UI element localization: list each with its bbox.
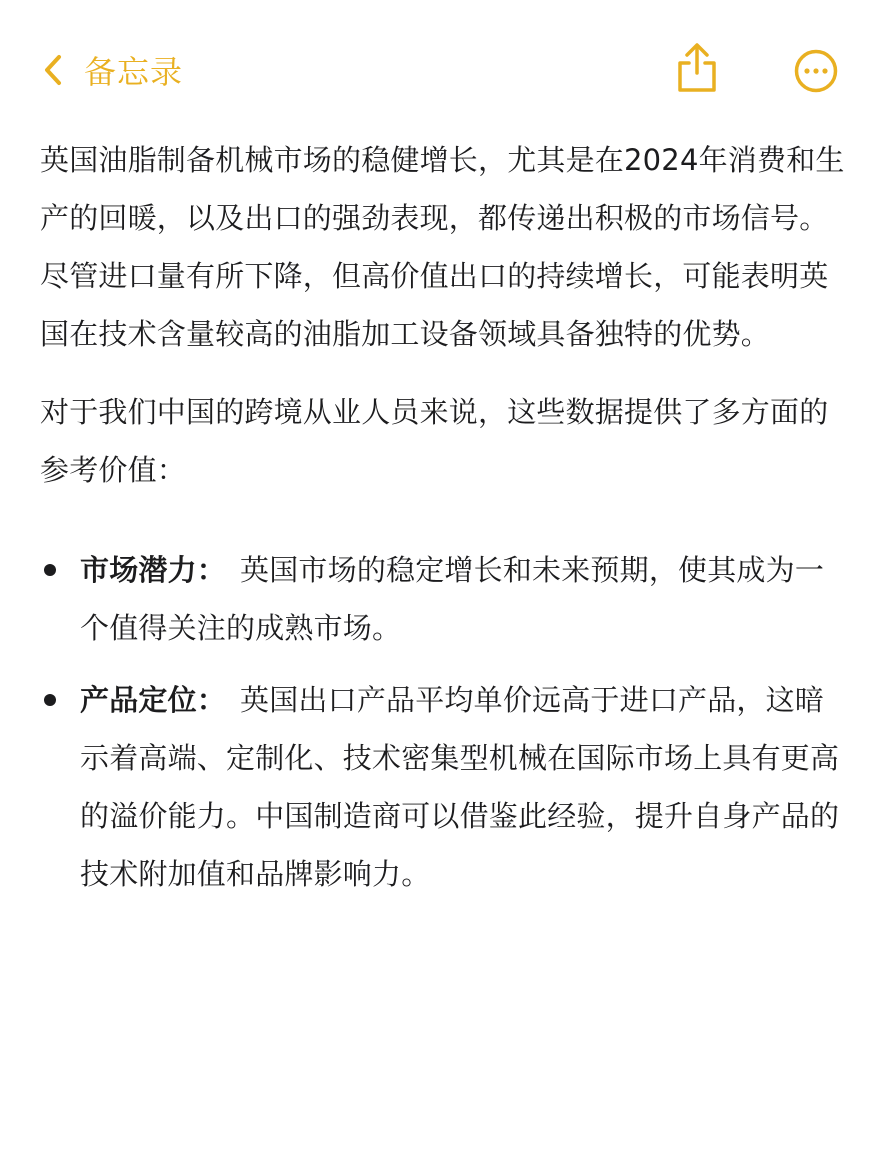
bullet-dot (44, 564, 56, 576)
back-button-label: 备忘录 (84, 53, 184, 91)
back-button[interactable] (44, 46, 183, 94)
bullet-term: 市场潜力： (80, 553, 227, 587)
note-paragraph: 对于我们中国的跨境从业人员来说，这些数据提供了多方面的参考价值： (40, 395, 829, 487)
bullet-term: 产品定位： (80, 683, 227, 717)
bullet-text: 英国市场的稳定增长和未来预期，使其成为一个值得关注的成熟市场。 (80, 553, 825, 645)
navigation-bar (0, 0, 880, 140)
more-options-button[interactable] (794, 49, 838, 93)
share-button[interactable] (674, 42, 720, 94)
list-item (40, 541, 845, 657)
bullet-dot (44, 694, 56, 706)
bullet-list (40, 541, 845, 903)
more-icon (794, 49, 838, 93)
share-icon (674, 42, 720, 94)
note-paragraph: 英国油脂制备机械市场的稳健增长，尤其是在2024年消费和生产的回暖，以及出口的强劲表现，都传递出积极的市场信号。尽管进口量有所下降，但高价值出口的持续增长，可能表明英国在技术含量较高的油脂加工设备领域具备独特的优势。 (40, 143, 845, 351)
chevron-left-icon (44, 54, 62, 86)
bullet-text: 英国出口产品平均单价远高于进口产品，这暗示着高端、定制化、技术密集型机械在国际市场上具有更高的溢价能力。中国制造商可以借鉴此经验，提升自身产品的技术附加值和品牌影响力。 (80, 683, 840, 891)
note-body[interactable] (40, 131, 845, 903)
list-item (40, 671, 845, 903)
